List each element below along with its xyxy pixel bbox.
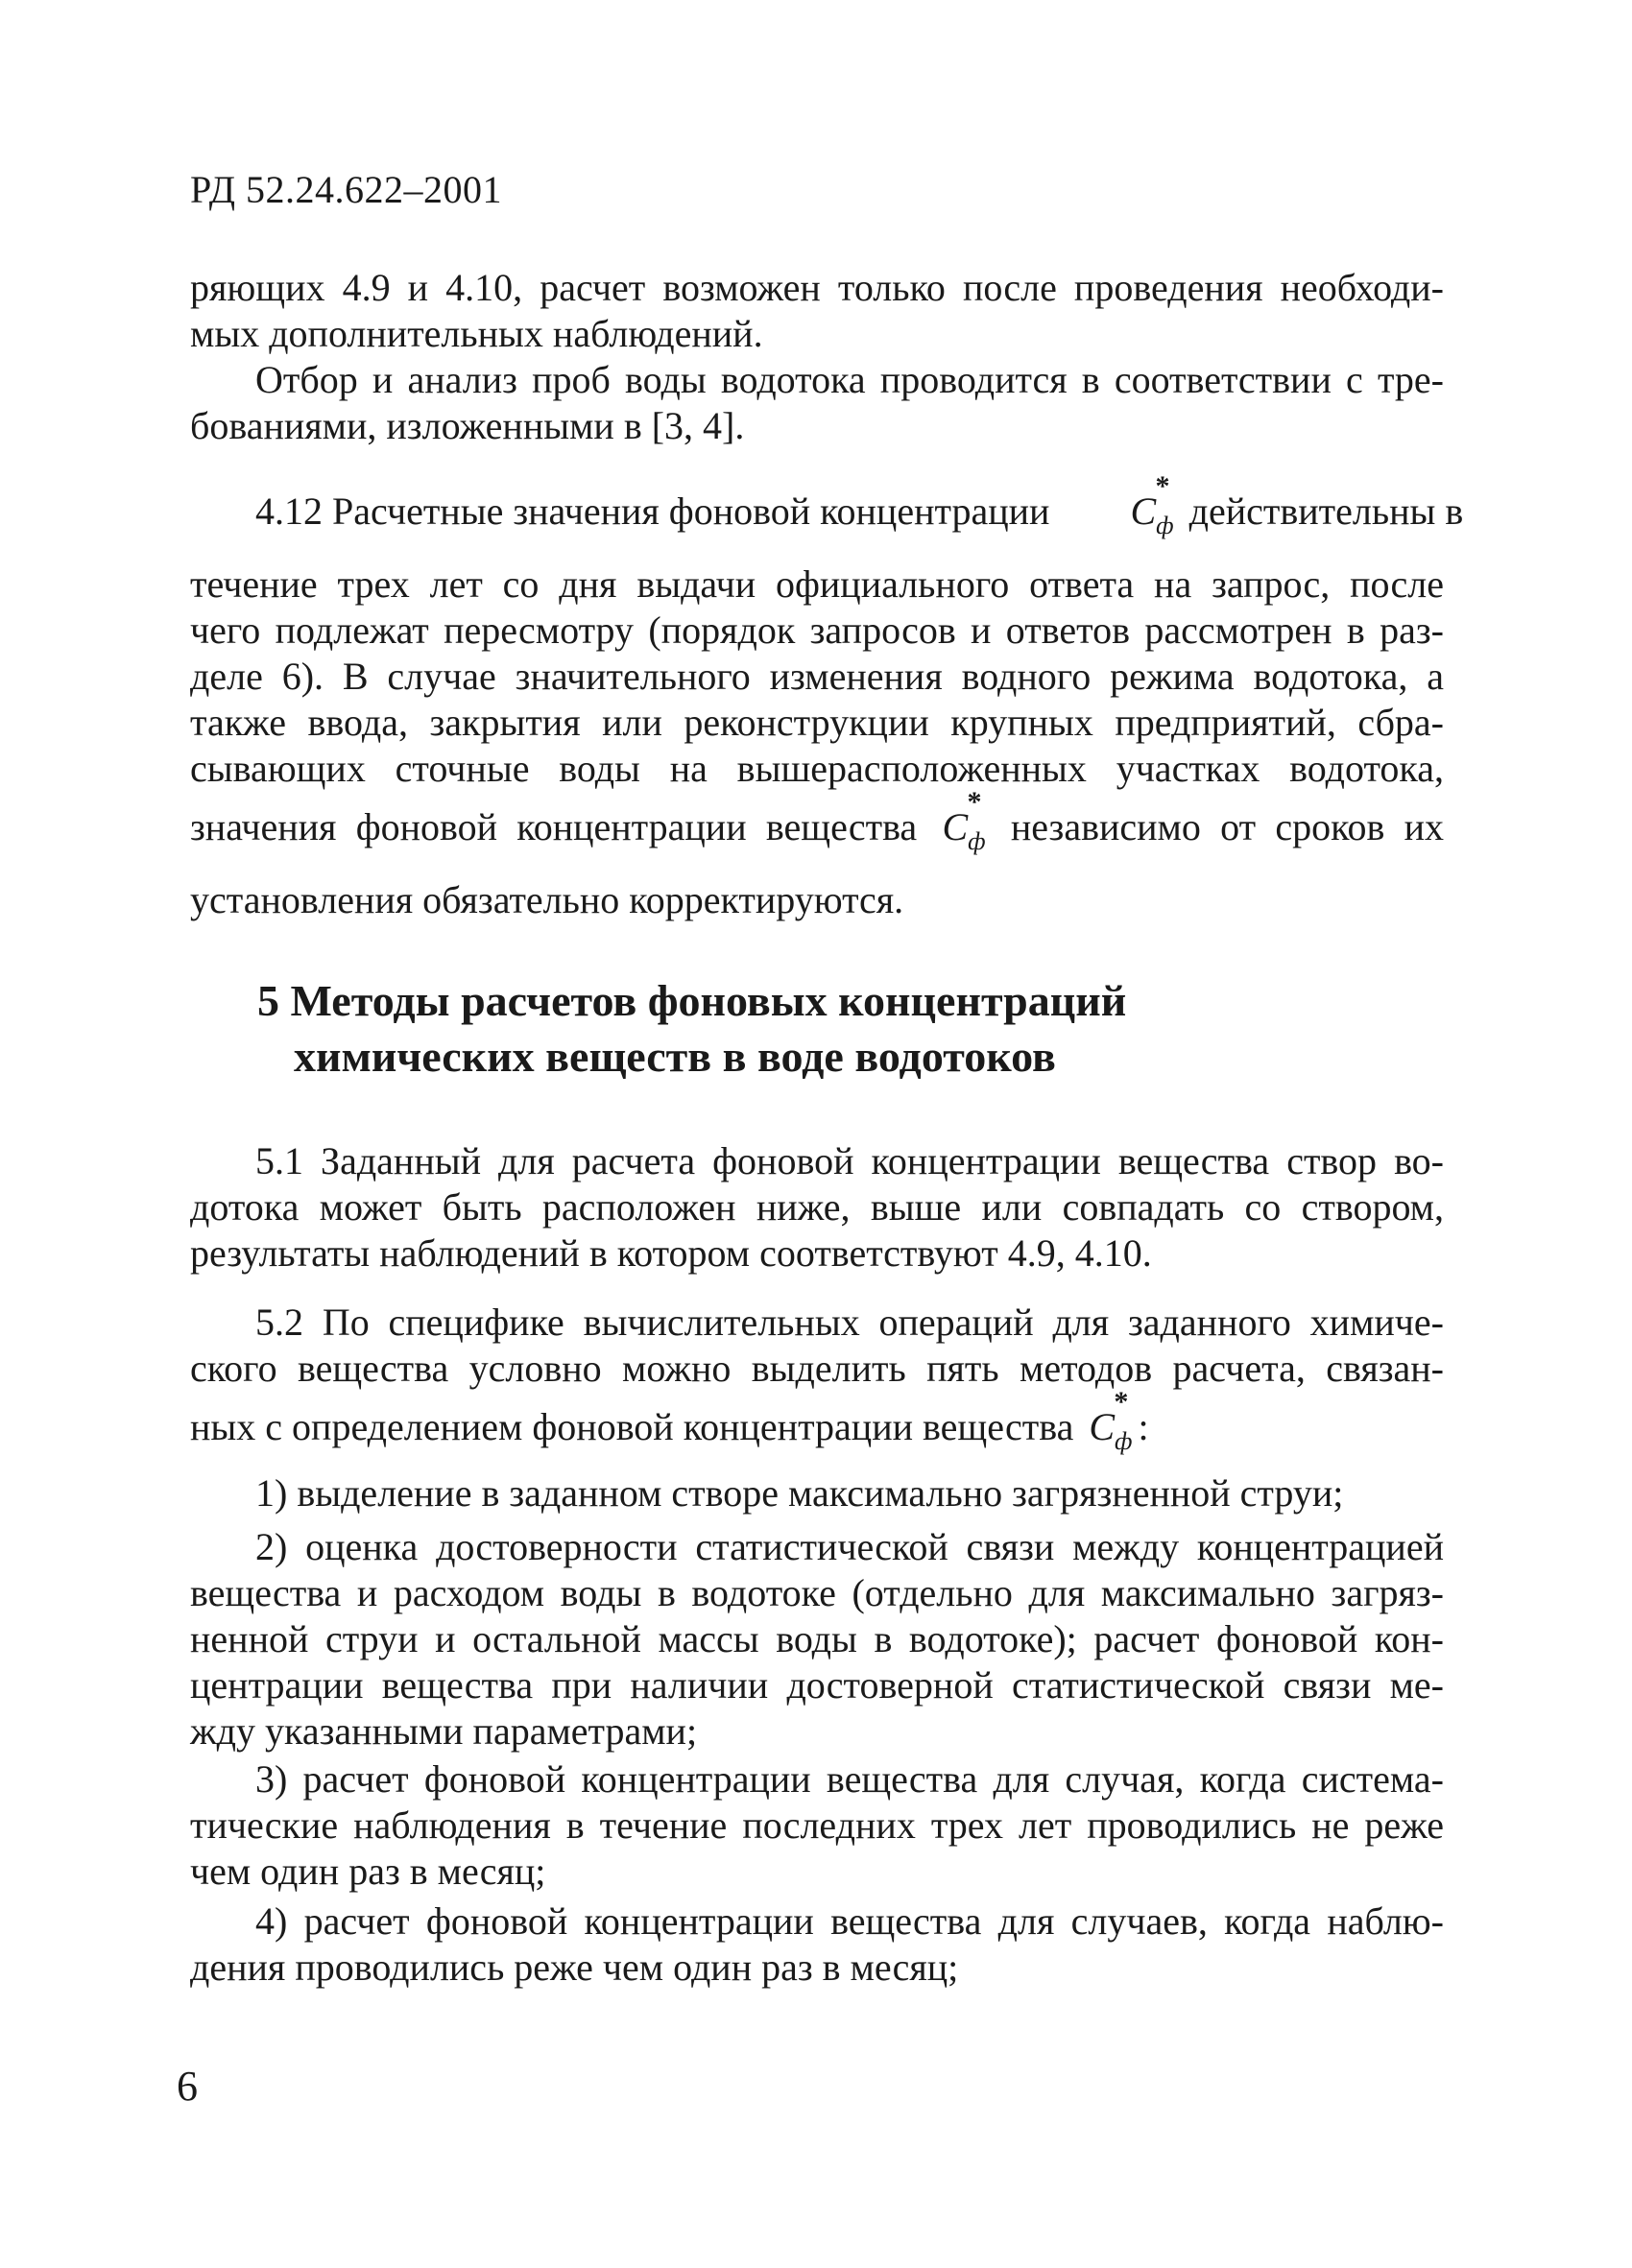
text-fragment: ных с определением фоновой концентрации вещества	[190, 1405, 1074, 1448]
text-line: чего подлежат пересмотру (порядок запросов и ответов рассмотрен в раз-	[190, 609, 1444, 652]
paragraph-5-1	[190, 1138, 1444, 1277]
text-fragment: 4.12 Расчетные значения фоновой концентрации	[255, 489, 1050, 533]
background-concentration-symbol: $C_ф$ *	[1089, 1386, 1133, 1455]
section-heading	[257, 973, 1409, 1085]
paragraph-sampling	[190, 357, 1444, 449]
background-concentration-symbol: $C_ф$ *	[942, 786, 986, 855]
paragraph-4-12	[190, 470, 1464, 923]
text-line: чем один раз в месяц;	[190, 1850, 546, 1893]
text-line: дотока может быть расположен ниже, выше или совпадать со створом,	[190, 1185, 1444, 1229]
list-item-3	[190, 1756, 1444, 1895]
document-code: РД 52.24.622–2001	[190, 168, 503, 211]
list-item-1	[190, 1470, 1444, 1516]
text-line: течение трех лет со дня выдачи официального ответа на запрос, после	[190, 562, 1444, 606]
text-line-with-symbol	[190, 786, 1445, 877]
text-line: деле 6). В случае значительного изменения водного режима водотока, а	[190, 655, 1444, 698]
text-line-with-symbol	[190, 1386, 1444, 1477]
text-line: 1) выделение в заданном створе максимально загрязненной струи;	[255, 1471, 1344, 1515]
page-number: 6	[177, 2063, 198, 2110]
text-line: бованиями, изложенными в [3, 4].	[190, 404, 745, 447]
paragraph-5-2	[190, 1300, 1444, 1477]
text-line: ненной струи и остальной массы воды в водотоке); расчет фоновой кон-	[190, 1617, 1444, 1660]
text-fragment: значения фоновой концентрации вещества	[190, 805, 918, 848]
text-line: 5.1 Заданный для расчета фоновой концентрации вещества створ во-	[255, 1139, 1444, 1182]
text-line: результаты наблюдений в котором соответствуют 4.9, 4.10.	[190, 1231, 1152, 1275]
text-fragment: независимо от сроков их	[1010, 805, 1445, 848]
text-line: мых дополнительных наблюдений.	[190, 312, 763, 355]
text-line-with-symbol	[190, 470, 1464, 561]
text-line: жду указанными параметрами;	[190, 1709, 698, 1753]
text-line: дения проводились реже чем один раз в месяц;	[190, 1946, 959, 1989]
background-concentration-symbol: $C_ф$ *	[1130, 470, 1174, 539]
text-line: ского вещества условно можно выделить пять методов расчета, связан-	[190, 1347, 1444, 1390]
text-line: установления обязательно корректируются.	[190, 878, 904, 921]
text-line: 3) расчет фоновой концентрации вещества для случая, когда система-	[255, 1757, 1444, 1801]
text-line: также ввода, закрытия или реконструкции крупных предприятий, сбра-	[190, 701, 1444, 744]
text-fragment: действительны в	[1188, 489, 1464, 533]
text-line: ряющих 4.9 и 4.10, расчет возможен только после проведения необходи-	[190, 266, 1444, 309]
text-line: 4) расчет фоновой концентрации вещества для случаев, когда наблю-	[255, 1899, 1444, 1943]
section-title-line-1: 5 Методы расчетов фоновых концентраций	[257, 976, 1127, 1025]
text-line: 5.2 По специфике вычислительных операций для заданного химиче-	[255, 1301, 1444, 1344]
text-line: вещества и расходом воды в водотоке (отдельно для максимально загряз-	[190, 1571, 1444, 1614]
text-fragment: :	[1138, 1405, 1149, 1448]
text-line: сывающих сточные воды на вышерасположенных участках водотока,	[190, 747, 1444, 790]
list-item-2	[190, 1524, 1444, 1755]
text-line: 2) оценка достоверности статистической связи между концентрацией	[255, 1525, 1444, 1568]
text-line: тические наблюдения в течение последних трех лет проводились не реже	[190, 1803, 1444, 1847]
paragraph-continuation	[190, 265, 1444, 357]
text-line: Отбор и анализ проб воды водотока проводится в соответствии с тре-	[255, 358, 1444, 401]
list-item-4	[190, 1898, 1444, 1991]
section-title-line-2: химических веществ в воде водотоков	[294, 1032, 1056, 1081]
text-line: центрации вещества при наличии достоверной статистической связи ме-	[190, 1663, 1444, 1707]
